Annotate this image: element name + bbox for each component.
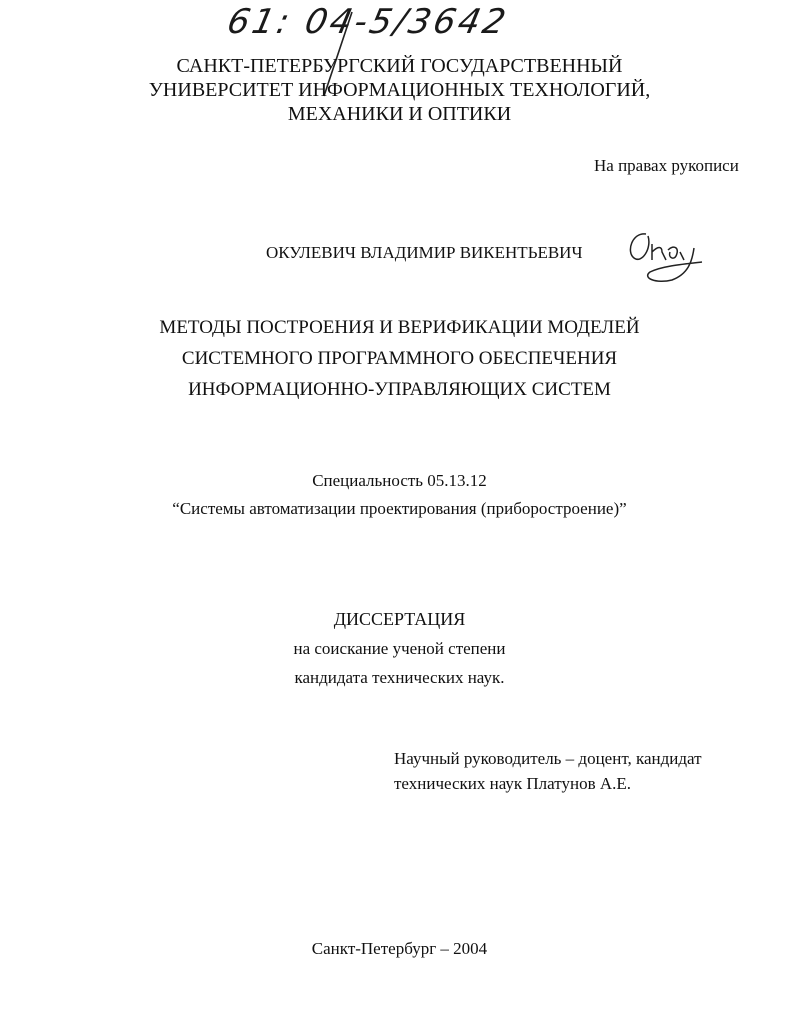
dissertation-line: кандидата технических наук. bbox=[294, 668, 505, 687]
university-name bbox=[0, 54, 799, 126]
dissertation-type bbox=[0, 605, 799, 692]
scientific-advisor bbox=[394, 746, 702, 796]
city-year: Санкт-Петербург – 2004 bbox=[311, 939, 488, 958]
author-name: ОКУЛЕВИЧ ВЛАДИМИР ВИКЕНТЬЕВИЧ bbox=[266, 243, 583, 262]
university-line: САНКТ-ПЕТЕРБУРГСКИЙ ГОСУДАРСТВЕННЫЙ bbox=[176, 55, 623, 77]
dissertation-title bbox=[0, 312, 799, 405]
specialty-code: Специальность 05.13.12 bbox=[312, 471, 487, 490]
title-line: ИНФОРМАЦИОННО-УПРАВЛЯЮЩИХ СИСТЕМ bbox=[188, 379, 611, 400]
title-line: СИСТЕМНОГО ПРОГРАММНОГО ОБЕСПЕЧЕНИЯ bbox=[181, 348, 618, 369]
specialty bbox=[0, 467, 799, 523]
advisor-line: Научный руководитель – доцент, кандидат bbox=[394, 749, 702, 768]
handwritten-catalog-number: 61: 04-5/3642 bbox=[223, 2, 512, 42]
advisor-line: технических наук Платунов А.Е. bbox=[394, 774, 632, 793]
specialty-name: “Системы автоматизации проектирования (приборостроение)” bbox=[172, 499, 627, 518]
dissertation-line: на соискание ученой степени bbox=[293, 639, 506, 658]
author-signature bbox=[622, 222, 712, 292]
university-line: МЕХАНИКИ И ОПТИКИ bbox=[287, 103, 512, 125]
dissertation-heading: ДИССЕРТАЦИЯ bbox=[333, 609, 466, 629]
title-line: МЕТОДЫ ПОСТРОЕНИЯ И ВЕРИФИКАЦИИ МОДЕЛЕЙ bbox=[159, 317, 640, 338]
rights-note: На правах рукописи bbox=[594, 156, 739, 175]
university-line: УНИВЕРСИТЕТ ИНФОРМАЦИОННЫХ ТЕХНОЛОГИЙ, bbox=[148, 79, 651, 101]
